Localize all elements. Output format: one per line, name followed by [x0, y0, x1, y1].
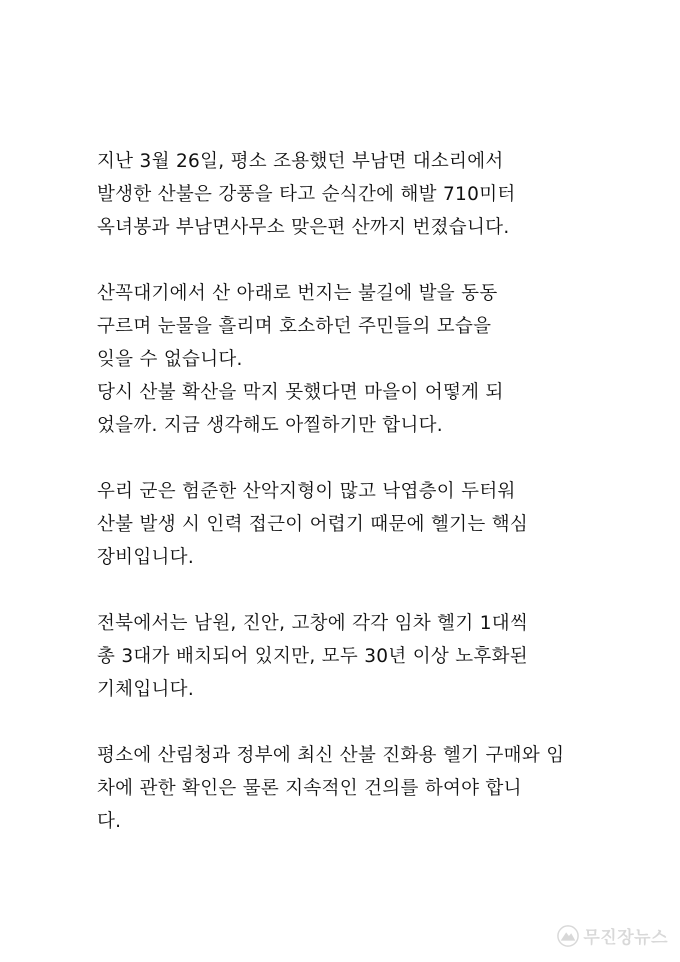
paragraph-3: [97, 475, 587, 574]
text-line: 다.: [97, 811, 122, 832]
text-line: 장비입니다.: [97, 547, 195, 568]
text-line: 평소에 산림청과 정부에 최신 산불 진화용 헬기 구매와 임: [97, 745, 565, 766]
text-line: 당시 산불 확산을 막지 못했다면 마을이 어떻게 되: [97, 382, 504, 403]
paragraph-gap: [97, 574, 587, 607]
paragraph-2: [97, 277, 587, 442]
text-line: 산불 발생 시 인력 접근이 어렵기 때문에 헬기는 핵심: [97, 514, 529, 535]
paragraph-1: [97, 145, 587, 244]
text-line: 기체입니다.: [97, 679, 195, 700]
text-line: 옥녀봉과 부남면사무소 맞은편 산까지 번졌습니다.: [97, 217, 510, 238]
paragraph-4: [97, 607, 587, 706]
text-line: 발생한 산불은 강풍을 타고 순식간에 해발 710미터: [97, 184, 516, 205]
mountain-logo-icon: [557, 925, 579, 947]
text-line: 었을까. 지금 생각해도 아찔하기만 합니다.: [97, 415, 443, 436]
text-line: 산꼭대기에서 산 아래로 번지는 불길에 발을 동동: [97, 283, 498, 304]
text-line: 차에 관한 확인은 물론 지속적인 건의를 하여야 합니: [97, 778, 522, 799]
text-line: 잊을 수 없습니다.: [97, 349, 243, 370]
text-line: 구르며 눈물을 흘리며 호소하던 주민들의 모습을: [97, 316, 492, 337]
watermark: [557, 923, 668, 948]
text-line: 우리 군은 험준한 산악지형이 많고 낙엽층이 두터워: [97, 481, 516, 502]
paragraph-5: [97, 739, 587, 838]
paragraph-gap: [97, 244, 587, 277]
document-body: [97, 145, 587, 838]
text-line: 지난 3월 26일, 평소 조용했던 부남면 대소리에서: [97, 151, 504, 172]
watermark-text: 무진장뉴스: [583, 928, 668, 948]
paragraph-gap: [97, 706, 587, 739]
text-line: 총 3대가 배치되어 있지만, 모두 30년 이상 노후화된: [97, 646, 528, 667]
text-line: 전북에서는 남원, 진안, 고창에 각각 임차 헬기 1대씩: [97, 613, 529, 634]
paragraph-gap: [97, 442, 587, 475]
